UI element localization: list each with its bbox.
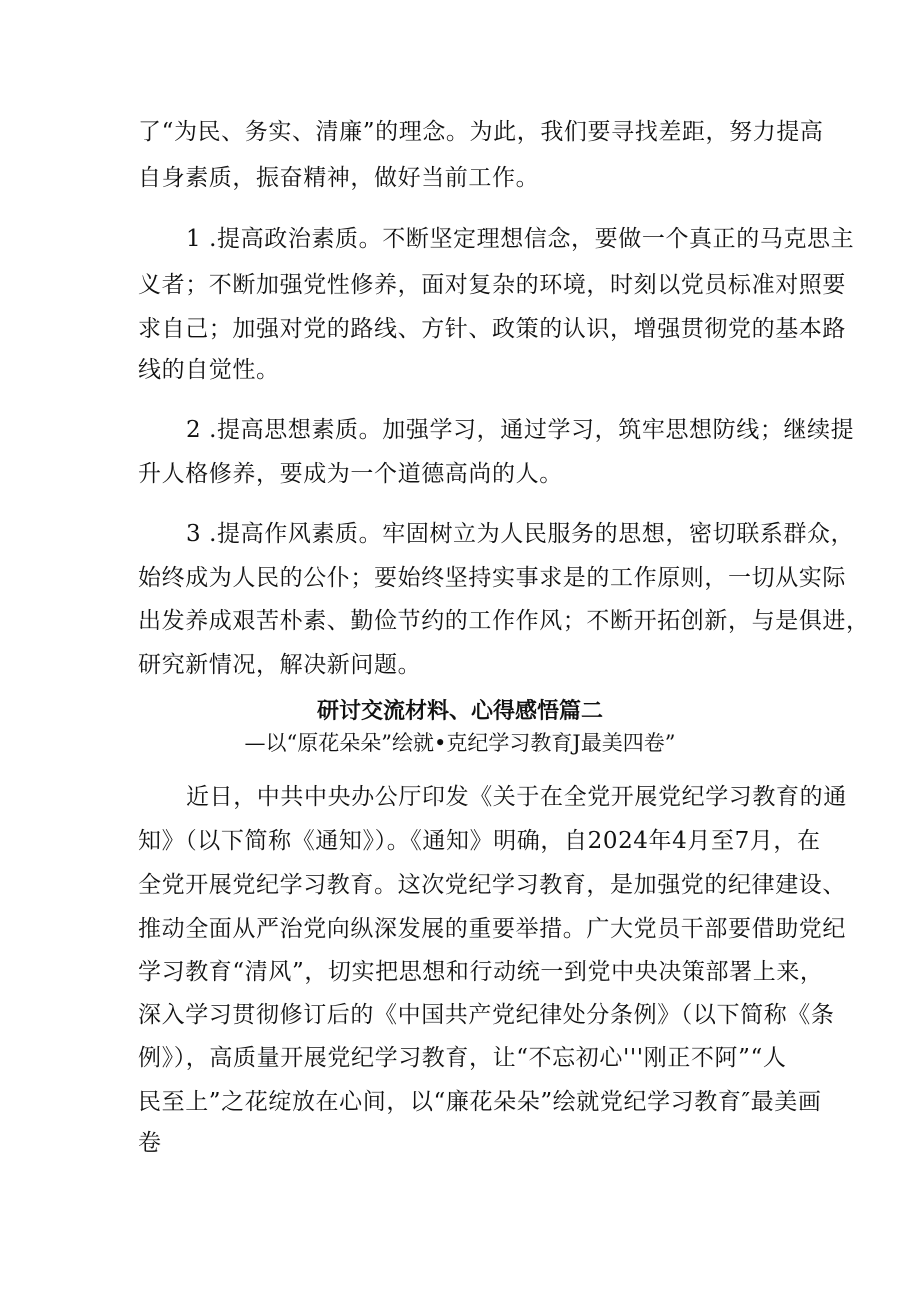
text-line: 升人格修养，要成为一个道德高尚的人。 (138, 461, 563, 487)
text-line: 全党开展党纪学习教育。这次党纪学习教育，是加强党的纪律建设、 (138, 872, 846, 898)
text-line: 自身素质，振奋精神，做好当前工作。 (138, 165, 540, 191)
text-line: 线的自觉性。 (138, 357, 280, 383)
text-line: 民至上”之花绽放在心间，以“廉花朵朵”绘就党纪学习教育″最美画 (138, 1089, 822, 1115)
text-line: 例》），高质量开展党纪学习教育，让“不忘初心'''刚正不阿”“人 (138, 1045, 787, 1071)
section-title: 研讨交流材料、心得感悟篇二 (316, 698, 603, 724)
text-line: 知》（以下简称《通知》）。《通知》明确，自2024年4月至7月，在 (138, 828, 821, 854)
text-line: 1 .提高政治素质。不断坚定理想信念，要做一个真正的马克思主 (186, 226, 855, 252)
text-line: 始终成为人民的公仆；要始终坚持实事求是的工作原则，一切从实际 (138, 565, 846, 591)
text-line: 研究新情况，解决新问题。 (138, 652, 422, 678)
text-line: 2 .提高思想素质。加强学习，通过学习，筑牢思想防线；继续提 (186, 417, 855, 443)
text-line: 近日，中共中央办公厅印发《关于在全党开展党纪学习教育的通 (186, 784, 847, 810)
text-line: 卷 (138, 1130, 162, 1156)
text-line: 推动全面从严治党向纵深发展的重要举措。广大党员干部要借助党纪 (138, 916, 846, 942)
text-line: 3 .提高作风素质。牢固树立为人民服务的思想，密切联系群众， (186, 521, 855, 547)
text-line: 深入学习贯彻修订后的《中国共产党纪律处分条例》（以下简称《条 (138, 1002, 835, 1028)
text-line: 了“为民、务实、清廉”的理念。为此，我们要寻找差距，努力提高 (138, 119, 824, 145)
section-subtitle: —以“原花朵朵”绘就•克纪学习教育J最美四卷” (244, 731, 676, 755)
text-line: 出发养成艰苦朴素、勤俭节约的工作作风；不断开拓创新，与是俱进， (138, 608, 870, 634)
text-line: 义者；不断加强党性修养，面对复杂的环境，时刻以党员标准对照要 (138, 272, 846, 298)
text-line: 学习教育“清风”，切实把思想和行动统一到党中央决策部署上来， (138, 959, 824, 985)
text-line: 求自己；加强对党的路线、方针、政策的认识，增强贯彻党的基本路 (138, 316, 846, 342)
